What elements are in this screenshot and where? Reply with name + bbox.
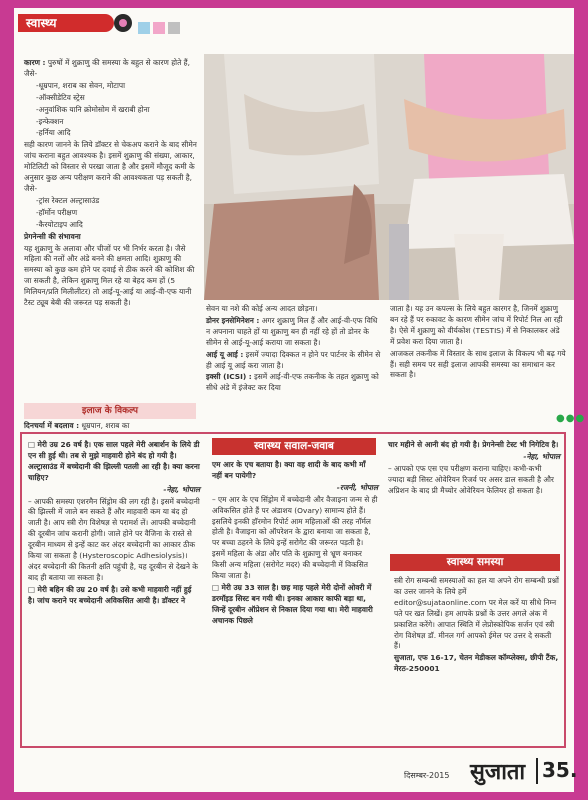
section-badge: स्वास्थ्य [18,14,114,32]
decor-square [153,22,165,34]
page-number: 35. [542,758,578,782]
health-box-text [394,576,560,676]
list-item [24,220,200,231]
text-run: चार महीने से आनी बंद हो गयी है। प्रेगनेन्सी टेस्ट भी निगेटिव है। [388,440,559,449]
text-run: -रजनी, भोपाल [336,482,378,492]
text-run: -हॉर्मोन परीक्षण [36,207,78,217]
text-run: सेवन या नशे की कोई अन्य आदत छोड़ना। [206,304,318,313]
text-run: -ऑक्सीडेटिव स्ट्रेस [36,92,85,102]
list-item [24,105,200,116]
answer [28,497,200,584]
text-run: – आपकी समस्या एशरमैन सिंड्रोम की लग रही है। इसमें बच्चेदानी की झिल्ली में जाले बन सकते हैं और माहवारी कम या बंद हो जाती है। आप स्त्री रोग विशेषज्ञ से परामर्श लें। आपकी बच्चेदानी की दूरबीन जांच करानी होगी। जाले होने पर वैजिना के रास्ते से दूरबीन माध्यम से इन्हें काट कर अंदर बच्चेदानी का आकार ठीक किया जा सकता है (Hysteroscopic Adhesiolysis)। अंदर बच्चेदानी की कितनी क्षति पहुंची है, यह दूरबीन से देखने के बाद ही बताया जा सकता है। [28,496,200,582]
middle-column-text [206,304,382,395]
bold-lead: प्रेगनेन्सी की संभावना [24,231,81,241]
question [212,583,378,627]
qa-heading: स्वास्थ्य सवाल-जवाब [212,438,376,455]
text-run: पुरुषों में शुक्राणु की समस्या के बहुत से कारण होते हैं, जैसे- [24,58,190,78]
reader-signature [212,483,378,494]
text-run: -नेहा, भोपाल [163,484,200,494]
question [28,440,200,484]
issue-date: दिसम्बर-2015 [404,771,450,780]
magazine-logo: सुजाता [470,759,526,785]
bold-lead: आई यू आई : [206,349,244,359]
text-run: इसमें ज्यादा दिक्कत न होने पर पार्टनर के सीमेन से ही आई यू आई करा जाता है। [206,349,381,370]
left-column-text [24,58,200,310]
bold-lead: इक्सी (ICSI) : [206,372,252,382]
bold-lead: कारण : [24,58,46,67]
paragraph [24,140,200,195]
treatment-intro [24,421,200,432]
list-item [24,196,200,207]
health-box-address: सुजाता, एफ 16-17, चेतन मेडीकल कॉम्प्लेक्स, छीपी टैंक, मेरठ-250001 [394,653,559,674]
answer [212,495,378,582]
list-item [24,81,200,92]
couple-photo [204,54,574,300]
decor-square [168,22,180,34]
paragraph [24,232,200,243]
question [388,440,560,451]
question [212,460,378,482]
text-run: □ मेरी उम्र 33 साल है। छह माह पहले मेरी दोनों ओवरी में डरमॉइड सिस्ट बन गयी थी। इनका आकार काफी बड़ा था, जिन्हें दूरबीन ऑप्रेशन से निकाल दिया गया था। मेरी माहवारी अचानक पिछले [212,582,373,625]
text-run: यह शुक्राणु के अलावा और चीजों पर भी निर्भर करता है। जैसे महिला की नलों और अंडे बनने की क्षमता आदि। शुक्राणु की समस्या को कुछ कम होने पर दवाई से ठीक करने की कोशिश की जा सकती है, लेकिन शुक्राणु मिल रहे या बेहद कम हों (5 मिलियन/प्रति मिलीलीटर) तो आई-यू-आई या आई-वी-एफ यानी टैस्ट ट्यूब बेबी की जरूरत पड़ सकती है। [24,243,195,308]
decor-square [138,22,150,34]
magazine-page [14,8,586,792]
paragraph [24,244,200,309]
qa-right-column [388,440,560,498]
paragraph [390,349,566,382]
text-run: □ मेरी उम्र 26 वर्ष है। एक साल पहले मेरी अबार्शन के लिये डी एन सी हुई थी। तब से मुझे माहवारी होने बंद हो गयी है। अल्ट्रासाउंड में बच्चेदानी की झिल्ली पतली आ रही है। क्या करना चाहिए? [28,440,200,482]
text-run: जाता है। यह उन कपल्स के लिये बहुत कारगर है, जिनमें शुक्राणु बन रहे हैं पर रुकावट के कारण सीमेन जांच में रिपोर्ट निल आ रही है। ऐसे में शुक्राणु को वीर्यकोश (TESTIS) में से निकालकर अंडे में प्रवेश करा दिया जाता है। [390,304,563,346]
text-run: -ट्रांस रेक्टल अल्ट्रासाउंड [36,195,100,205]
text-run: सही कारण जानने के लिये डॉक्टर से चेकअप कराने के बाद सीमेन जांच कराना बहुत आवश्यक है। इसमें शुक्राणु की संख्या, आकार, मोटिलिटी को विस्तार से परखा जाता है और इसमें मौजूद कमी के अनुसार कुछ अन्य परीक्षण कराने की आवश्यकता पड़ सकती है, जैसे- [24,140,197,193]
text-run: -नेहा, भोपाल [523,451,560,461]
answer [388,464,560,497]
text-run: – एम आर के एच सिंड्रोम में बच्चेदानी और वैजाइना जन्म से ही अविकसित होते हैं पर अंडाशय (Ovary) सामान्य होते हैं। इसलिये इनकी हॉरमोन रिपोर्ट आम महिलाओं की तरह नॉर्मल होती है। वैजाइना को ऑपरेशन के द्वारा बनाया जा सकता है, पर बच्चा ठहरने के लिये इन्हें सरोगेट की जरूरत पड़ती है। इसमें महिला के अंडा और पति के शुक्राणु से भ्रूण बनाकर किसी अन्य महिला (सरोगेट मदर) की बच्चेदानी में विकसित किया जाता है। [212,494,378,581]
text-run: -धूम्रपान, शराब का सेवन, मोटापा [36,80,126,90]
paragraph [206,304,382,315]
question [28,585,200,607]
qa-left-column [28,440,200,608]
couple-illustration [204,54,574,300]
list-item [24,208,200,219]
swirl-icon [114,14,132,32]
paragraph [206,316,382,349]
paragraph [206,350,382,372]
list-item [24,93,200,104]
text-run: – आपको एफ एस एच परीक्षण कराना चाहिए। कभी-कभी ज्यादा बड़ी सिस्ट ओवेरियन रिजर्व पर असर डाल सकती है और अप्रिशन के बाद प्री मैच्योर ओवेरियन फेलियर हो सकता है। [388,463,554,495]
health-box-heading: स्वास्थ्य समस्या [390,554,560,571]
paragraph [24,58,200,80]
text-run: एम आर के एच बताया है। क्या वह शादी के बाद कभी माँ नहीं बन पायेगी? [212,460,366,480]
text-run: इसमें आई-वी-एफ तकनीक के तहत शुक्राणु को सीधे अंडे में इंजेक्ट कर दिया [206,372,379,393]
text-run: □ मेरी बहिन की उम्र 20 वर्ष है। उसे कभी माहवारी नहीं हुई है। जांच कराने पर बच्चेदानी अविकसित आयी है। डॉक्टर ने [28,584,192,605]
text-run: -हर्निया आदि [36,128,71,138]
list-item [24,128,200,139]
paragraph [206,372,382,394]
paragraph [390,304,566,348]
treatment-intro-text: धूम्रपान, शराब का [79,421,130,430]
health-box-body: स्त्री रोग सम्बन्धी समस्याओं का हल या अपने रोग सम्बन्धी प्रश्नों का उत्तर जानने के लिये हमें editor@sujataonline.com पर मेल करें या सीधे निम्न पते पर खत लिखें। हम आपके प्रश्नों के उत्तर अगले अंक में प्रकाशित करेंगे। आपात स्थिति में लेप्रोस्कोपिक सर्जन एवं स्त्री रोग विशेषज्ञ डॉ. मीनल गर्ग आपको ईमेल पर उत्तर दे सकती हैं। [394,576,559,651]
reader-signature [388,452,560,463]
treatment-heading: इलाज के विकल्प [24,403,196,419]
bold-lead: डोनर इनसेमिनेशन : [206,315,260,325]
qa-center-column [212,460,378,628]
text-run: -इन्फेक्शन [36,116,64,126]
end-dots: ●●● [556,413,586,424]
text-run: अगर शुक्राणु मिल हैं और आई-वी-एफ विधि न अपनाना चाहते हों या शुक्राणु बन ही नहीं रहे हों तो डोनर के सीमेन से आई-यू-आई कराया जा सकता है। [206,315,378,347]
footer-divider [536,758,538,784]
treatment-intro-bold: दिनचर्या में बदलाव : [24,421,80,430]
list-item [24,117,200,128]
text-run: -अनुवांशिक यानि क्रोमोसोम में खराबी होना [36,104,150,114]
qa-section [20,432,566,748]
reader-signature [28,485,200,496]
section-header [14,8,574,36]
text-run: -कैरयोटाइप आदि [36,219,83,229]
right-column-text [390,304,566,382]
text-run: आजकल तकनीक में विस्तार के साथ इलाज के विकल्प भी बढ़ गये हैं। सही समय पर सही इलाज आपकी समस्या का समाधान कर सकता है। [390,348,566,380]
